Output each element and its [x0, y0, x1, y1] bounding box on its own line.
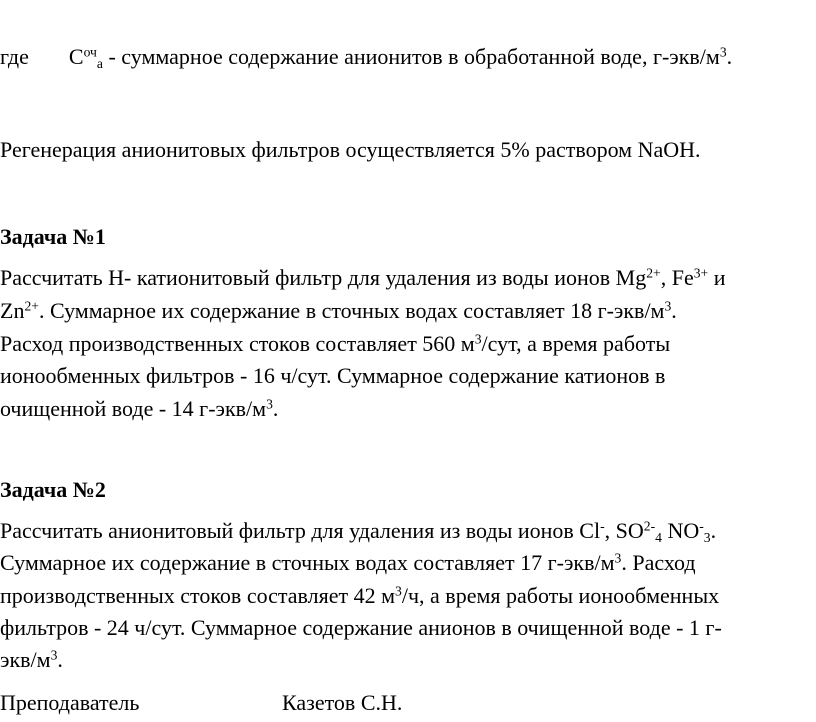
task1-l1-text-a: Рассчитать Н- катионитовый фильтр для удаления из воды ионов Mg	[0, 265, 647, 290]
task1-l2-text-c: .	[671, 298, 677, 323]
symbol-subscript: а	[96, 56, 103, 72]
task1-line-1	[0, 261, 726, 294]
task2-l1-text-c: NO	[661, 518, 700, 543]
task2-l3-unit-sup: 3	[395, 583, 402, 599]
task1-l5-unit-sup: 3	[266, 396, 273, 412]
task2-l1-text-d: .	[710, 518, 717, 543]
no3-subscript: 3	[703, 530, 711, 546]
regeneration-paragraph: Регенерация анионитовых фильтров осуществляется 5% раствором NaOH.	[0, 137, 701, 162]
symbol-superscript: оч	[83, 44, 97, 60]
task2-l1-text-b: , SO	[604, 518, 644, 543]
task2-l2-unit-sup: 3	[614, 550, 622, 566]
task1-l5-text-b: .	[272, 396, 279, 421]
symbol-base: С	[68, 44, 84, 69]
task1-line-5	[0, 392, 278, 425]
task1-l3-unit-sup: 3	[474, 331, 482, 347]
task2-l5-unit-sup: 3	[50, 647, 58, 663]
so4-subscript: 4	[655, 530, 662, 546]
task1-l5-text-a: очищенной воде - 14 г-экв/м	[0, 396, 267, 421]
task1-line-2	[0, 294, 677, 327]
unit-superscript: 3	[719, 44, 727, 60]
signature-line	[0, 686, 402, 719]
task2-l3-text-b: /ч, а время работы ионообменных	[401, 583, 720, 608]
task2-line-1	[0, 514, 716, 547]
task1-title: Задача №1	[0, 224, 106, 249]
task2-l3-text-a: производственных стоков составляет 42 м	[0, 583, 396, 608]
task1-l2-text-b: . Суммарное их содержание в сточных водах составляет 18 г-экв/м	[38, 298, 665, 323]
cl-charge: -	[600, 518, 605, 534]
task2-line-2	[0, 546, 696, 579]
task1-l1-text-c: и	[708, 265, 726, 290]
formula-definition-line	[0, 40, 732, 73]
task2-title: Задача №2	[0, 477, 106, 502]
task2-l5-text-a: экв/м	[0, 647, 51, 672]
task2-line-3	[0, 579, 719, 612]
task2-l2-text-a: Суммарное их содержание в сточных водах составляет 17 г-экв/м	[0, 550, 615, 575]
task2-line-5	[0, 643, 63, 676]
task1-line-3	[0, 327, 670, 360]
fe-charge: 3+	[693, 265, 709, 281]
mg-charge: 2+	[646, 265, 661, 281]
task2-l1-text-a: Рассчитать анионитовый фильтр для удаления из воды ионов Cl	[0, 518, 601, 543]
task1-line-4: ионообменных фильтров - 16 ч/сут. Суммарное содержание катионов в	[0, 363, 666, 388]
where-word: где	[0, 44, 29, 69]
task1-l3-text-a: Расход производственных стоков составляет 560 м	[0, 331, 475, 356]
task2-l2-text-b: . Расход	[621, 550, 696, 575]
task1-l2-unit-sup: 3	[664, 298, 672, 314]
signature-role: Преподаватель	[0, 690, 140, 715]
task2-l5-text-b: .	[57, 647, 63, 672]
formula-line-end: .	[726, 44, 733, 69]
task1-l2-text-a: Zn	[0, 298, 25, 323]
task1-l3-text-b: /сут, а время работы	[481, 331, 671, 356]
task1-l1-text-b: , Fe	[660, 265, 694, 290]
zn-charge: 2+	[24, 298, 39, 314]
formula-description: - суммарное содержание анионитов в обработанной воде, г-экв/м	[102, 44, 720, 69]
task2-line-4: фильтров - 24 ч/сут. Суммарное содержание анионов в очищенной воде - 1 г-	[0, 615, 722, 640]
signature-name: Казетов С.Н.	[282, 690, 403, 715]
so4-charge: 2-	[643, 518, 656, 534]
no3-charge: -	[699, 518, 704, 534]
